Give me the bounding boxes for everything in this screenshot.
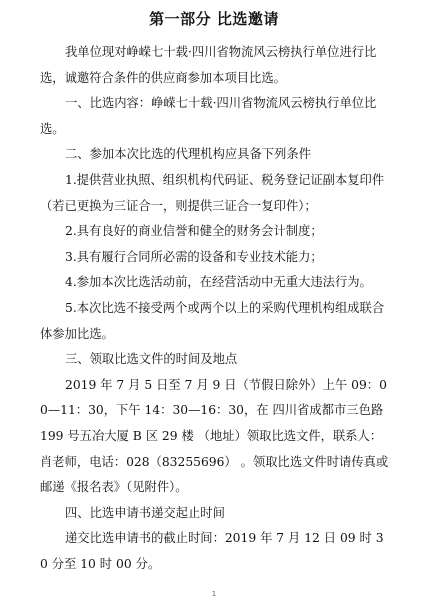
section-two-heading: 二、参加本次比选的代理机构应具备下列条件 bbox=[65, 147, 311, 162]
condition-item-4: 4.参加本次比选活动前，在经营活动中无重大违法行为。 bbox=[65, 275, 372, 290]
section-four-heading: 四、比选申请书递交起止时间 bbox=[65, 505, 225, 520]
section-one-paragraph: 一、比选内容：峥嵘七十载·四川省物流风云榜执行单位比选。 bbox=[40, 96, 377, 136]
page-title: 第一部分 比选邀请 bbox=[149, 10, 279, 28]
condition-item-3: 3.具有履行合同所必需的设备和专业技术能力； bbox=[65, 249, 323, 264]
condition-item-1: 1.提供营业执照、组织机构代码证、税务登记证副本复印件（若已更换为三证合一，则提供三证合一复印件）； bbox=[40, 172, 385, 213]
section-four-paragraph: 递交比选申请书的截止时间：2019 年 7 月 12 日 09 时 30 分至 10 时 00 分。 bbox=[40, 531, 384, 571]
page-number: 1 bbox=[211, 590, 217, 598]
document-body bbox=[40, 40, 390, 577]
intro-paragraph: 我单位现对峥嵘七十载·四川省物流风云榜执行单位进行比选，诚邀符合条件的供应商参加本项目比选。 bbox=[40, 45, 377, 85]
condition-item-2: 2.具有良好的商业信誉和健全的财务会计制度； bbox=[65, 224, 323, 239]
section-three-heading: 三、领取比选文件的时间及地点 bbox=[65, 352, 238, 367]
condition-item-5: 5.本次比选不接受两个或两个以上的采购代理机构组成联合体参加比选。 bbox=[40, 300, 385, 341]
section-three-paragraph: 2019 年 7 月 5 日至 7 月 9 日（节假日除外）上午 09：00—11：30，下午 14：30—16：30，在 四川省成都市三色路 199 号五冶大厦 B 区 29 楼 （地址）领取比选文件，联系人：肖老师，电话：028（83255696） 。领取比选文件时请传真或邮递《报名表》（见附件）。 bbox=[40, 377, 389, 495]
